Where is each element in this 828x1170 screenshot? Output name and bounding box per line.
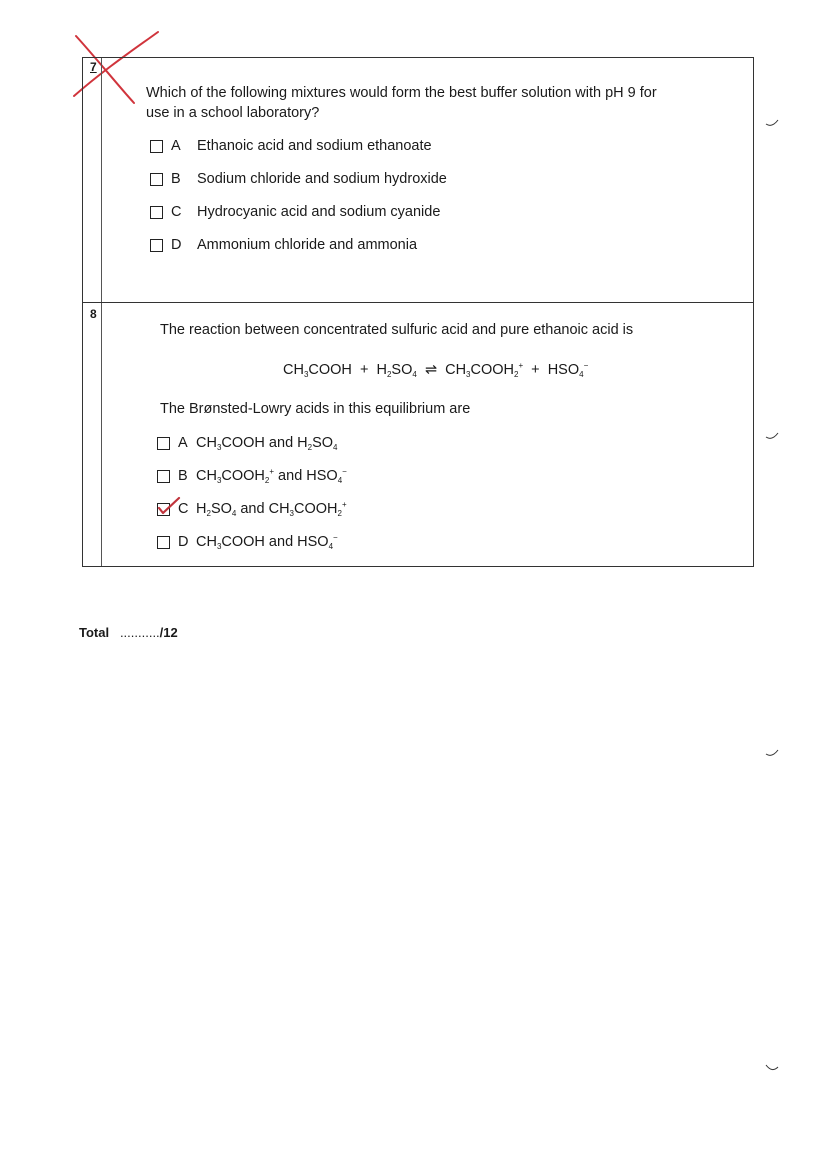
option-a-text: $CH_3COOH$ and $H_2SO_4$ bbox=[196, 434, 338, 452]
question-stem: The reaction between concentrated sulfuric acid and pure ethanoic acid is bbox=[160, 322, 634, 338]
margin-mark-icon bbox=[764, 740, 780, 760]
question-number: 7 bbox=[90, 60, 97, 74]
tick-icon bbox=[157, 496, 181, 518]
option-d[interactable]: D Ammonium chloride and ammonia bbox=[150, 235, 417, 255]
option-d[interactable]: D $CH_3COOH$ and $HSO_4^-$ bbox=[157, 532, 338, 552]
checkbox[interactable] bbox=[150, 239, 163, 252]
option-a[interactable]: A $CH_3COOH$ and $H_2SO_4$ bbox=[157, 433, 338, 453]
option-c[interactable]: C $H_2SO_4$ and $CH_3COOH_2^+$ bbox=[157, 499, 347, 519]
question-number: 8 bbox=[90, 307, 97, 321]
margin-mark-icon bbox=[764, 108, 780, 128]
option-b[interactable]: B $CH_3COOH_2^+$ and $HSO_4^-$ bbox=[157, 466, 347, 486]
option-b[interactable]: B Sodium chloride and sodium hydroxide bbox=[150, 169, 447, 189]
checkbox[interactable] bbox=[157, 536, 170, 549]
option-c-text: $H_2SO_4$ and $CH_3COOH_2^+$ bbox=[196, 500, 347, 518]
checkbox[interactable] bbox=[150, 140, 163, 153]
checkbox[interactable] bbox=[157, 437, 170, 450]
question-8-box bbox=[82, 302, 754, 567]
option-c[interactable]: C Hydrocyanic acid and sodium cyanide bbox=[150, 202, 440, 222]
total-marks: Total .........../12 bbox=[79, 625, 178, 640]
question-prompt: The Brønsted-Lowry acids in this equilibrium are bbox=[160, 401, 471, 417]
option-a[interactable]: A Ethanoic acid and sodium ethanoate bbox=[150, 136, 432, 156]
checkbox[interactable] bbox=[150, 173, 163, 186]
number-column-divider bbox=[101, 58, 102, 302]
option-d-text: $CH_3COOH$ and $HSO_4^-$ bbox=[196, 533, 338, 551]
question-stem: Which of the following mixtures would form the best buffer solution with pH 9 for use in a school laboratory? bbox=[146, 85, 657, 121]
checkbox[interactable] bbox=[150, 206, 163, 219]
margin-mark-icon bbox=[764, 1055, 780, 1075]
option-b-text: $CH_3COOH_2^+$ and $HSO_4^-$ bbox=[196, 467, 347, 485]
margin-mark-icon bbox=[764, 423, 780, 443]
checkbox-checked[interactable] bbox=[157, 503, 170, 516]
checkbox[interactable] bbox=[157, 470, 170, 483]
number-column-divider bbox=[101, 303, 102, 566]
question-7-box bbox=[82, 57, 754, 303]
chemical-equation: $CH_3COOH + H_2SO_4$ ⇌ $CH_3COOH_2^+ + HSO_4^-$ bbox=[283, 361, 589, 379]
